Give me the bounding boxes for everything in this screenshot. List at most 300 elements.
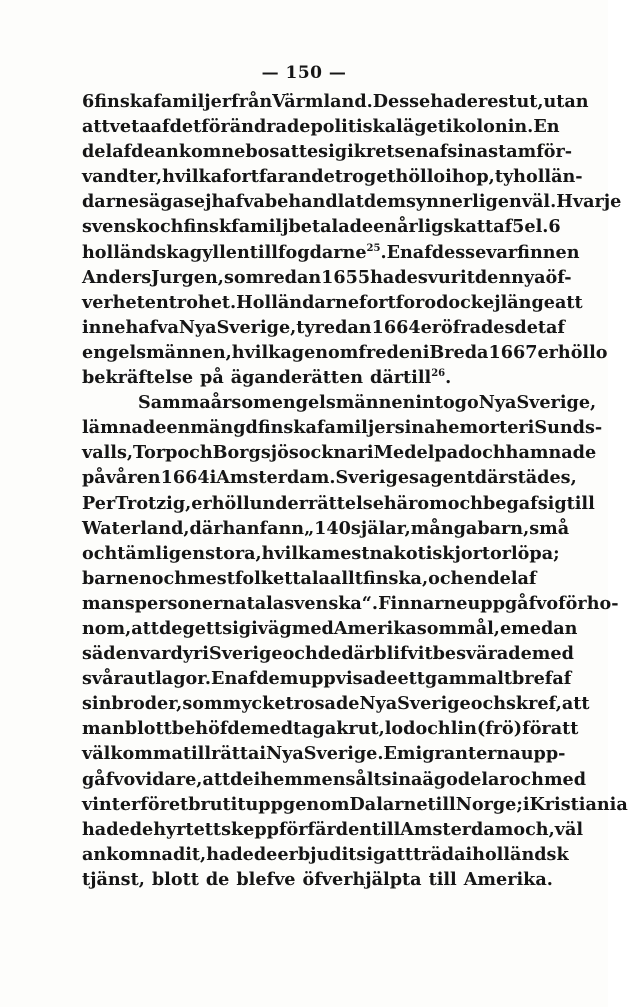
word: till <box>428 868 457 890</box>
word: färden <box>307 818 373 840</box>
word: blott <box>151 868 199 890</box>
word: att <box>550 718 579 740</box>
word: vandter, <box>82 166 163 188</box>
word: agent <box>418 467 475 489</box>
word: Medelpad <box>373 442 471 464</box>
word: folket <box>234 567 293 589</box>
word: som <box>231 392 272 414</box>
word: som <box>223 266 265 288</box>
word: hade <box>430 91 478 112</box>
word: freden <box>358 341 423 363</box>
word: erhöll <box>191 492 250 514</box>
word: äganderätten <box>230 367 364 389</box>
word: gåfvo <box>82 768 136 790</box>
word: länge <box>500 291 555 313</box>
word: dem <box>256 668 299 690</box>
word: finsk <box>183 216 232 238</box>
word: att <box>202 768 231 790</box>
text-line <box>82 641 574 666</box>
word: af <box>412 241 432 263</box>
word: och <box>428 567 464 589</box>
word: redan <box>314 316 372 338</box>
word: i <box>202 643 209 665</box>
word: där <box>189 517 223 539</box>
word: förändrade <box>201 116 311 138</box>
word: barnen <box>82 567 152 589</box>
word: 6 <box>82 91 95 112</box>
word: stamför- <box>488 141 573 163</box>
word: fortforo <box>359 291 437 313</box>
text-line <box>82 340 608 365</box>
word: genom <box>282 793 350 815</box>
word: i <box>209 467 217 489</box>
word: Breda <box>429 341 489 363</box>
word: en <box>463 567 488 589</box>
word: var <box>139 643 171 665</box>
word: ty <box>296 316 315 338</box>
word: till <box>566 492 595 514</box>
word: därstädes, <box>474 467 577 489</box>
word: som <box>416 617 458 639</box>
text-line <box>82 139 573 164</box>
word: hyrt <box>153 818 194 840</box>
word: Nya <box>478 392 517 414</box>
word: man <box>82 718 125 740</box>
word: hade <box>370 266 418 288</box>
word: stora, <box>205 542 262 564</box>
word: att <box>385 843 413 865</box>
word: i <box>366 442 374 464</box>
word: holländska <box>82 241 190 263</box>
footnote-ref: 26 <box>431 368 446 380</box>
word: löpa; <box>511 542 560 564</box>
word: en <box>166 417 191 439</box>
word: finska <box>94 91 154 112</box>
word: i <box>465 843 473 865</box>
word: Kristiania <box>529 793 628 815</box>
word: del <box>82 141 113 163</box>
word: fogdarne$^{25}$. <box>277 241 387 263</box>
word: Samma <box>138 392 211 414</box>
word: rosade <box>293 693 360 715</box>
word: 5 <box>512 216 525 238</box>
word: sig <box>318 141 348 163</box>
word: ho- <box>586 592 619 614</box>
word: nya <box>511 266 546 288</box>
word: med <box>291 617 334 639</box>
word: sålt <box>345 768 382 790</box>
word: dem <box>363 191 406 213</box>
word: fortfarande <box>222 166 335 188</box>
word: de <box>205 868 230 890</box>
word: att <box>561 693 590 715</box>
word: till <box>249 241 278 263</box>
word: erbjudit <box>277 843 357 865</box>
word: socknar <box>288 442 367 464</box>
word: i <box>259 743 267 765</box>
text-line <box>82 817 584 842</box>
word: Nya <box>178 316 217 338</box>
word: af <box>552 668 572 690</box>
text-line <box>82 390 597 415</box>
word: ett <box>193 818 222 840</box>
word: besvärade <box>432 643 532 665</box>
word: till <box>182 743 212 765</box>
word: Borgsjö <box>212 442 289 464</box>
word: var <box>486 241 518 263</box>
word: som <box>182 693 223 715</box>
word: den <box>474 266 512 288</box>
word: hafva <box>211 191 265 213</box>
word: hamnade <box>505 442 597 464</box>
word: i <box>527 417 535 439</box>
word: i <box>347 141 354 163</box>
word: skref, <box>506 693 562 715</box>
word: desse <box>431 241 487 263</box>
word: kretsen <box>353 141 429 163</box>
word: Emigranterna <box>383 743 521 765</box>
word: vinterföret <box>82 793 189 815</box>
word: Holländarne <box>236 291 360 313</box>
word: En <box>386 241 413 263</box>
word: lin(frö) <box>450 718 523 740</box>
word: fann <box>259 517 305 539</box>
word: ihop, <box>445 166 495 188</box>
word: sig <box>356 843 386 865</box>
text-line <box>82 767 587 792</box>
word: brutit <box>188 793 246 815</box>
word: från <box>231 91 273 112</box>
word: läget <box>396 116 446 138</box>
word: svensk <box>82 216 149 238</box>
word: Norge; <box>455 793 523 815</box>
text-line <box>82 867 553 892</box>
word: synnerligen <box>405 191 522 213</box>
word: hade <box>82 818 130 840</box>
page-number: — 150 — <box>261 63 347 83</box>
word: finska <box>257 417 317 439</box>
word: till <box>427 793 456 815</box>
word: 1655 <box>321 266 371 288</box>
word: af <box>517 567 537 589</box>
word: hvilka <box>162 166 223 188</box>
text-line <box>82 666 572 691</box>
word: Sverige, <box>216 316 297 338</box>
word: och <box>415 718 451 740</box>
word: bekräftelse <box>82 367 194 389</box>
word: i <box>422 341 430 363</box>
word: engelsmännen, <box>82 341 232 363</box>
word: valls, <box>82 442 134 464</box>
word: uppgåfvo <box>467 592 559 614</box>
word: af <box>150 116 170 138</box>
word: Amsterdam <box>400 818 514 840</box>
text-line <box>82 440 597 465</box>
word: broder, <box>111 693 183 715</box>
word: af <box>112 141 132 163</box>
word: finska, <box>362 567 429 589</box>
word: gammalt <box>424 668 513 690</box>
word: mål, <box>457 617 500 639</box>
word: Sveriges <box>335 467 419 489</box>
word: och <box>508 768 544 790</box>
word: blefve <box>236 868 296 890</box>
word: och <box>282 643 318 665</box>
word: el. <box>524 216 549 238</box>
word: hvilka <box>261 542 322 564</box>
text-line <box>82 842 569 867</box>
word: behandlat <box>264 191 364 213</box>
word: utlagor. <box>134 668 212 690</box>
word: Amerika. <box>463 868 553 890</box>
word: rest <box>477 91 517 112</box>
word: erhöllo <box>537 341 608 363</box>
word: och <box>470 693 506 715</box>
text-line <box>82 365 532 390</box>
text-line <box>82 566 537 591</box>
word: Trotzig, <box>115 492 192 514</box>
word: Per <box>82 492 116 514</box>
footnote-ref: 25 <box>366 242 381 254</box>
word: ankomna <box>82 843 173 865</box>
word: Torp <box>133 442 178 464</box>
word: det <box>169 116 202 138</box>
word: mest <box>321 542 370 564</box>
word: Sunds- <box>534 417 603 439</box>
word: år <box>210 392 232 414</box>
word: barn, <box>477 517 530 539</box>
word: gett <box>182 617 223 639</box>
word: i <box>253 768 261 790</box>
word: ut, <box>516 91 544 112</box>
word: Dalarne <box>349 793 428 815</box>
word: dit, <box>172 843 207 865</box>
word: intogo <box>415 392 479 414</box>
word: engelsmännen <box>271 392 416 414</box>
text-line <box>82 691 590 716</box>
word: blott <box>124 718 172 740</box>
text-line <box>82 290 583 315</box>
word: troget <box>334 166 396 188</box>
word: i <box>425 542 433 564</box>
word: Sverige <box>208 643 283 665</box>
word: till <box>372 818 401 840</box>
word: Jurgen, <box>151 266 224 288</box>
word: innehafva <box>82 316 179 338</box>
word: i <box>445 116 453 138</box>
word: blifvit <box>374 643 433 665</box>
word: uppvisade <box>298 668 398 690</box>
word: våren <box>105 467 161 489</box>
word: veta <box>109 116 151 138</box>
word: ett <box>397 668 425 690</box>
text-line <box>82 240 580 265</box>
word: begaf <box>482 492 538 514</box>
word: det <box>514 316 547 338</box>
word: politiska <box>310 116 397 138</box>
word: hade <box>206 843 254 865</box>
word: familjer <box>153 91 232 112</box>
word: Nya <box>266 743 304 765</box>
word: nakot <box>369 542 426 564</box>
word: han <box>222 517 260 539</box>
word: Sverige, <box>516 392 597 414</box>
word: tala <box>246 592 285 614</box>
word: och <box>177 442 213 464</box>
word: sig <box>537 492 567 514</box>
text-line <box>82 465 577 490</box>
word: dock <box>436 291 484 313</box>
word: En <box>211 668 238 690</box>
text-line <box>82 189 622 214</box>
word: krut, <box>336 718 385 740</box>
word: att <box>131 617 159 639</box>
word: väl <box>554 818 584 840</box>
word: familj <box>231 216 289 238</box>
word: bosatte <box>245 141 319 163</box>
text-line <box>82 541 560 566</box>
word: öfverhjälpta <box>302 868 422 890</box>
text-line <box>82 716 579 741</box>
word: 1664 <box>371 316 421 338</box>
word: ty <box>494 166 514 188</box>
word: af <box>493 216 513 238</box>
word: 1664 <box>160 467 210 489</box>
word: mycket <box>222 693 294 715</box>
word: och <box>151 567 187 589</box>
word: därtill$^{26}$. <box>370 367 452 389</box>
word: ankomne <box>154 141 246 163</box>
word: tämligen <box>117 542 206 564</box>
word: sägas <box>138 191 194 213</box>
text-line <box>82 591 619 616</box>
word: och <box>447 492 483 514</box>
text-line <box>82 741 566 766</box>
word: med <box>543 768 587 790</box>
word: vidare, <box>135 768 203 790</box>
word: Amsterdam. <box>216 467 336 489</box>
word: Finnarne <box>378 592 468 614</box>
word: finnen <box>517 241 580 263</box>
word: säden <box>82 643 140 665</box>
word: sina <box>381 768 423 790</box>
word: mest <box>187 567 235 589</box>
word: komma <box>110 743 183 765</box>
word: de <box>317 643 342 665</box>
word: darne <box>82 191 139 213</box>
word: holländsk <box>472 843 569 865</box>
word: de <box>253 843 278 865</box>
word: mängd <box>190 417 258 439</box>
text-line <box>82 114 560 139</box>
word: och <box>82 542 118 564</box>
word: verheten <box>82 291 169 313</box>
word: kolonin. <box>452 116 534 138</box>
word: af <box>428 141 448 163</box>
text-line <box>82 214 561 239</box>
word: de <box>129 818 154 840</box>
word: af <box>237 668 257 690</box>
word: genom <box>291 341 359 363</box>
word: nom, <box>82 617 132 639</box>
word: ägodelar <box>422 768 509 790</box>
word: öf- <box>545 266 572 288</box>
word: underrättelse <box>249 492 384 514</box>
word: utan <box>543 91 589 112</box>
word: för <box>558 592 587 614</box>
word: sina <box>394 417 436 439</box>
word: familjer <box>316 417 395 439</box>
word: för <box>522 718 551 740</box>
word: Sverige <box>397 693 471 715</box>
word: bref <box>512 668 553 690</box>
word: behöfde <box>171 718 251 740</box>
word: väg <box>257 617 292 639</box>
word: att <box>554 291 583 313</box>
body-text <box>82 89 628 892</box>
text-line <box>82 164 583 189</box>
word: emedan <box>499 617 578 639</box>
word: lämnade <box>82 417 167 439</box>
word: en <box>373 216 398 238</box>
word: höllo <box>395 166 446 188</box>
word: och <box>148 216 184 238</box>
word: del <box>487 567 518 589</box>
text-line <box>82 516 570 541</box>
word: Amerika <box>333 617 417 639</box>
word: för <box>278 818 308 840</box>
word: rätta <box>211 743 260 765</box>
word: små <box>529 517 570 539</box>
word: de <box>158 617 183 639</box>
word: upp <box>245 793 283 815</box>
text-line <box>82 265 572 290</box>
word: hemmen <box>260 768 346 790</box>
word: skatt <box>443 216 494 238</box>
word: träda <box>412 843 466 865</box>
word: hollän- <box>513 166 583 188</box>
text-line <box>82 616 578 641</box>
word: skjortor <box>432 542 511 564</box>
word: af <box>546 316 565 338</box>
word: på <box>200 367 224 389</box>
word: sin <box>82 693 112 715</box>
word: på <box>82 467 106 489</box>
word: Sverige. <box>303 743 384 765</box>
word: i <box>251 617 258 639</box>
word: att <box>82 116 110 138</box>
text-line <box>82 491 595 516</box>
word: dyr <box>170 643 203 665</box>
word: ej <box>483 291 501 313</box>
word: Desse <box>372 91 431 112</box>
word: 1667 <box>488 341 538 363</box>
word: hemorter <box>435 417 528 439</box>
word: skepp <box>221 818 279 840</box>
word: betalade <box>288 216 374 238</box>
word: gyllen <box>189 241 250 263</box>
word: redan <box>264 266 322 288</box>
word: Hvarje <box>556 191 622 213</box>
word: Waterland, <box>82 517 190 539</box>
word: trohet. <box>168 291 237 313</box>
text-line <box>82 792 628 817</box>
word: i <box>522 793 530 815</box>
word: lod <box>384 718 416 740</box>
word: sina <box>447 141 489 163</box>
word: upp- <box>520 743 566 765</box>
text-line <box>82 415 603 440</box>
